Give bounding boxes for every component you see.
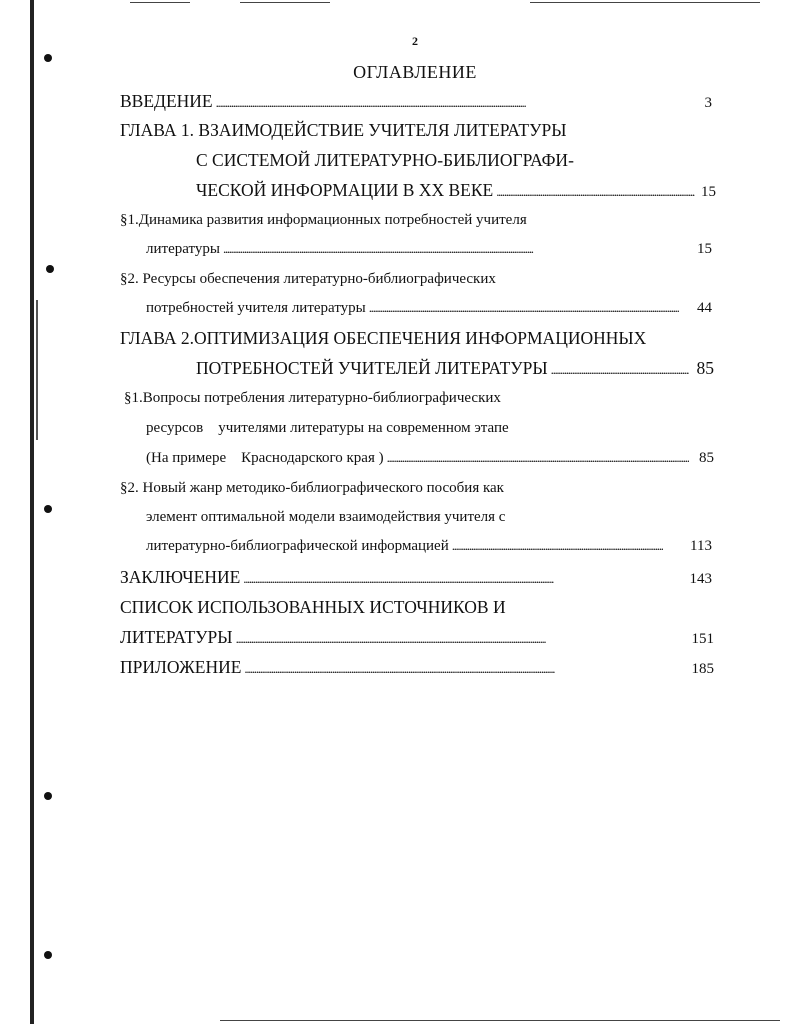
- punch-hole: [44, 951, 52, 959]
- toc-entry-text: литературы: [146, 241, 220, 257]
- toc-entry-text: ПОТРЕБНОСТЕЙ УЧИТЕЛЕЙ ЛИТЕРАТУРЫ: [196, 358, 548, 378]
- leader-dots: [496, 180, 695, 201]
- leader-dots: [243, 567, 663, 588]
- toc-entry-sources: [120, 627, 714, 648]
- scan-bottom-rule: [220, 1020, 780, 1021]
- leader-dots: [452, 538, 663, 555]
- leader-dots: [236, 627, 665, 648]
- toc-chapter-2-line1: ГЛАВА 2.ОПТИМИЗАЦИЯ ОБЕСПЕЧЕНИЯ ИНФОРМАЦИОННЫХ: [120, 328, 647, 348]
- toc-entry-page: 185: [691, 661, 714, 677]
- toc-section-2-2-line1: §2. Новый жанр методико-библиографического пособия как: [120, 480, 504, 496]
- toc-entry-text: (На примере Краснодарского края ): [146, 450, 384, 466]
- scan-top-rule: [530, 2, 760, 3]
- leader-dots: [387, 450, 689, 467]
- toc-entry-page: 44: [697, 300, 712, 316]
- toc-entry-page: 85: [696, 358, 714, 378]
- scan-top-rule: [130, 2, 190, 3]
- toc-entry-text: ЛИТЕРАТУРЫ: [120, 627, 233, 647]
- toc-section-2-1-line1: §1.Вопросы потребления литературно-библиографических: [124, 390, 501, 406]
- toc-chapter-1-line2: С СИСТЕМОЙ ЛИТЕРАТУРНО-БИБЛИОГРАФИ-: [196, 150, 574, 170]
- toc-entry-text: ПРИЛОЖЕНИЕ: [120, 657, 242, 677]
- toc-entry-page: 113: [690, 538, 712, 554]
- toc-section-2-2-line2: элемент оптимальной модели взаимодействия учителя с: [146, 509, 506, 525]
- toc-entry-appendix: [120, 657, 714, 678]
- punch-hole: [44, 505, 52, 513]
- toc-section-1-2-line1: §2. Ресурсы обеспечения литературно-библиографических: [120, 271, 496, 287]
- toc-title: ОГЛАВЛЕНИЕ: [353, 62, 477, 82]
- toc-section-1-2: [146, 300, 712, 317]
- page-number: 2: [412, 34, 418, 48]
- toc-chapter-1: [196, 180, 716, 201]
- toc-entry-intro: [120, 91, 712, 112]
- leader-dots: [551, 358, 689, 379]
- toc-section-1-1: [146, 241, 712, 258]
- toc-entry-page: 3: [704, 95, 712, 111]
- toc-section-2-1-line2: ресурсов учителями литературы на современном этапе: [146, 420, 509, 436]
- toc-sources-line1: СПИСОК ИСПОЛЬЗОВАННЫХ ИСТОЧНИКОВ И: [120, 597, 506, 617]
- toc-section-1-1-line1: §1.Динамика развития информационных потребностей учителя: [120, 212, 527, 228]
- scan-top-rule: [240, 2, 330, 3]
- leader-dots: [216, 91, 691, 112]
- toc-section-2-1: [146, 450, 714, 467]
- toc-entry-text: ЧЕСКОЙ ИНФОРМАЦИИ В XX ВЕКЕ: [196, 180, 494, 200]
- leader-dots: [369, 300, 687, 317]
- toc-entry-page: 143: [689, 571, 712, 587]
- toc-entry-text: литературно-библиографической информацией: [146, 538, 449, 554]
- punch-hole: [46, 265, 54, 273]
- toc-entry-text: ВВЕДЕНИЕ: [120, 91, 213, 111]
- punch-hole: [44, 54, 52, 62]
- toc-entry-page: 151: [691, 631, 714, 647]
- toc-chapter-2: [196, 358, 714, 379]
- toc-entry-page: 15: [697, 241, 712, 257]
- punch-hole: [44, 792, 52, 800]
- scan-left-edge-mark: [36, 300, 38, 440]
- toc-entry-text: потребностей учителя литературы: [146, 300, 366, 316]
- leader-dots: [223, 241, 687, 258]
- toc-entry-conclusion: [120, 567, 712, 588]
- toc-entry-page: 15: [701, 184, 716, 200]
- leader-dots: [244, 657, 665, 678]
- scan-left-edge: [30, 0, 34, 1024]
- toc-section-2-2: [146, 538, 712, 555]
- toc-entry-text: ЗАКЛЮЧЕНИЕ: [120, 567, 241, 587]
- toc-chapter-1-line1: ГЛАВА 1. ВЗАИМОДЕЙСТВИЕ УЧИТЕЛЯ ЛИТЕРАТУРЫ: [120, 120, 567, 140]
- toc-entry-page: 85: [699, 450, 714, 466]
